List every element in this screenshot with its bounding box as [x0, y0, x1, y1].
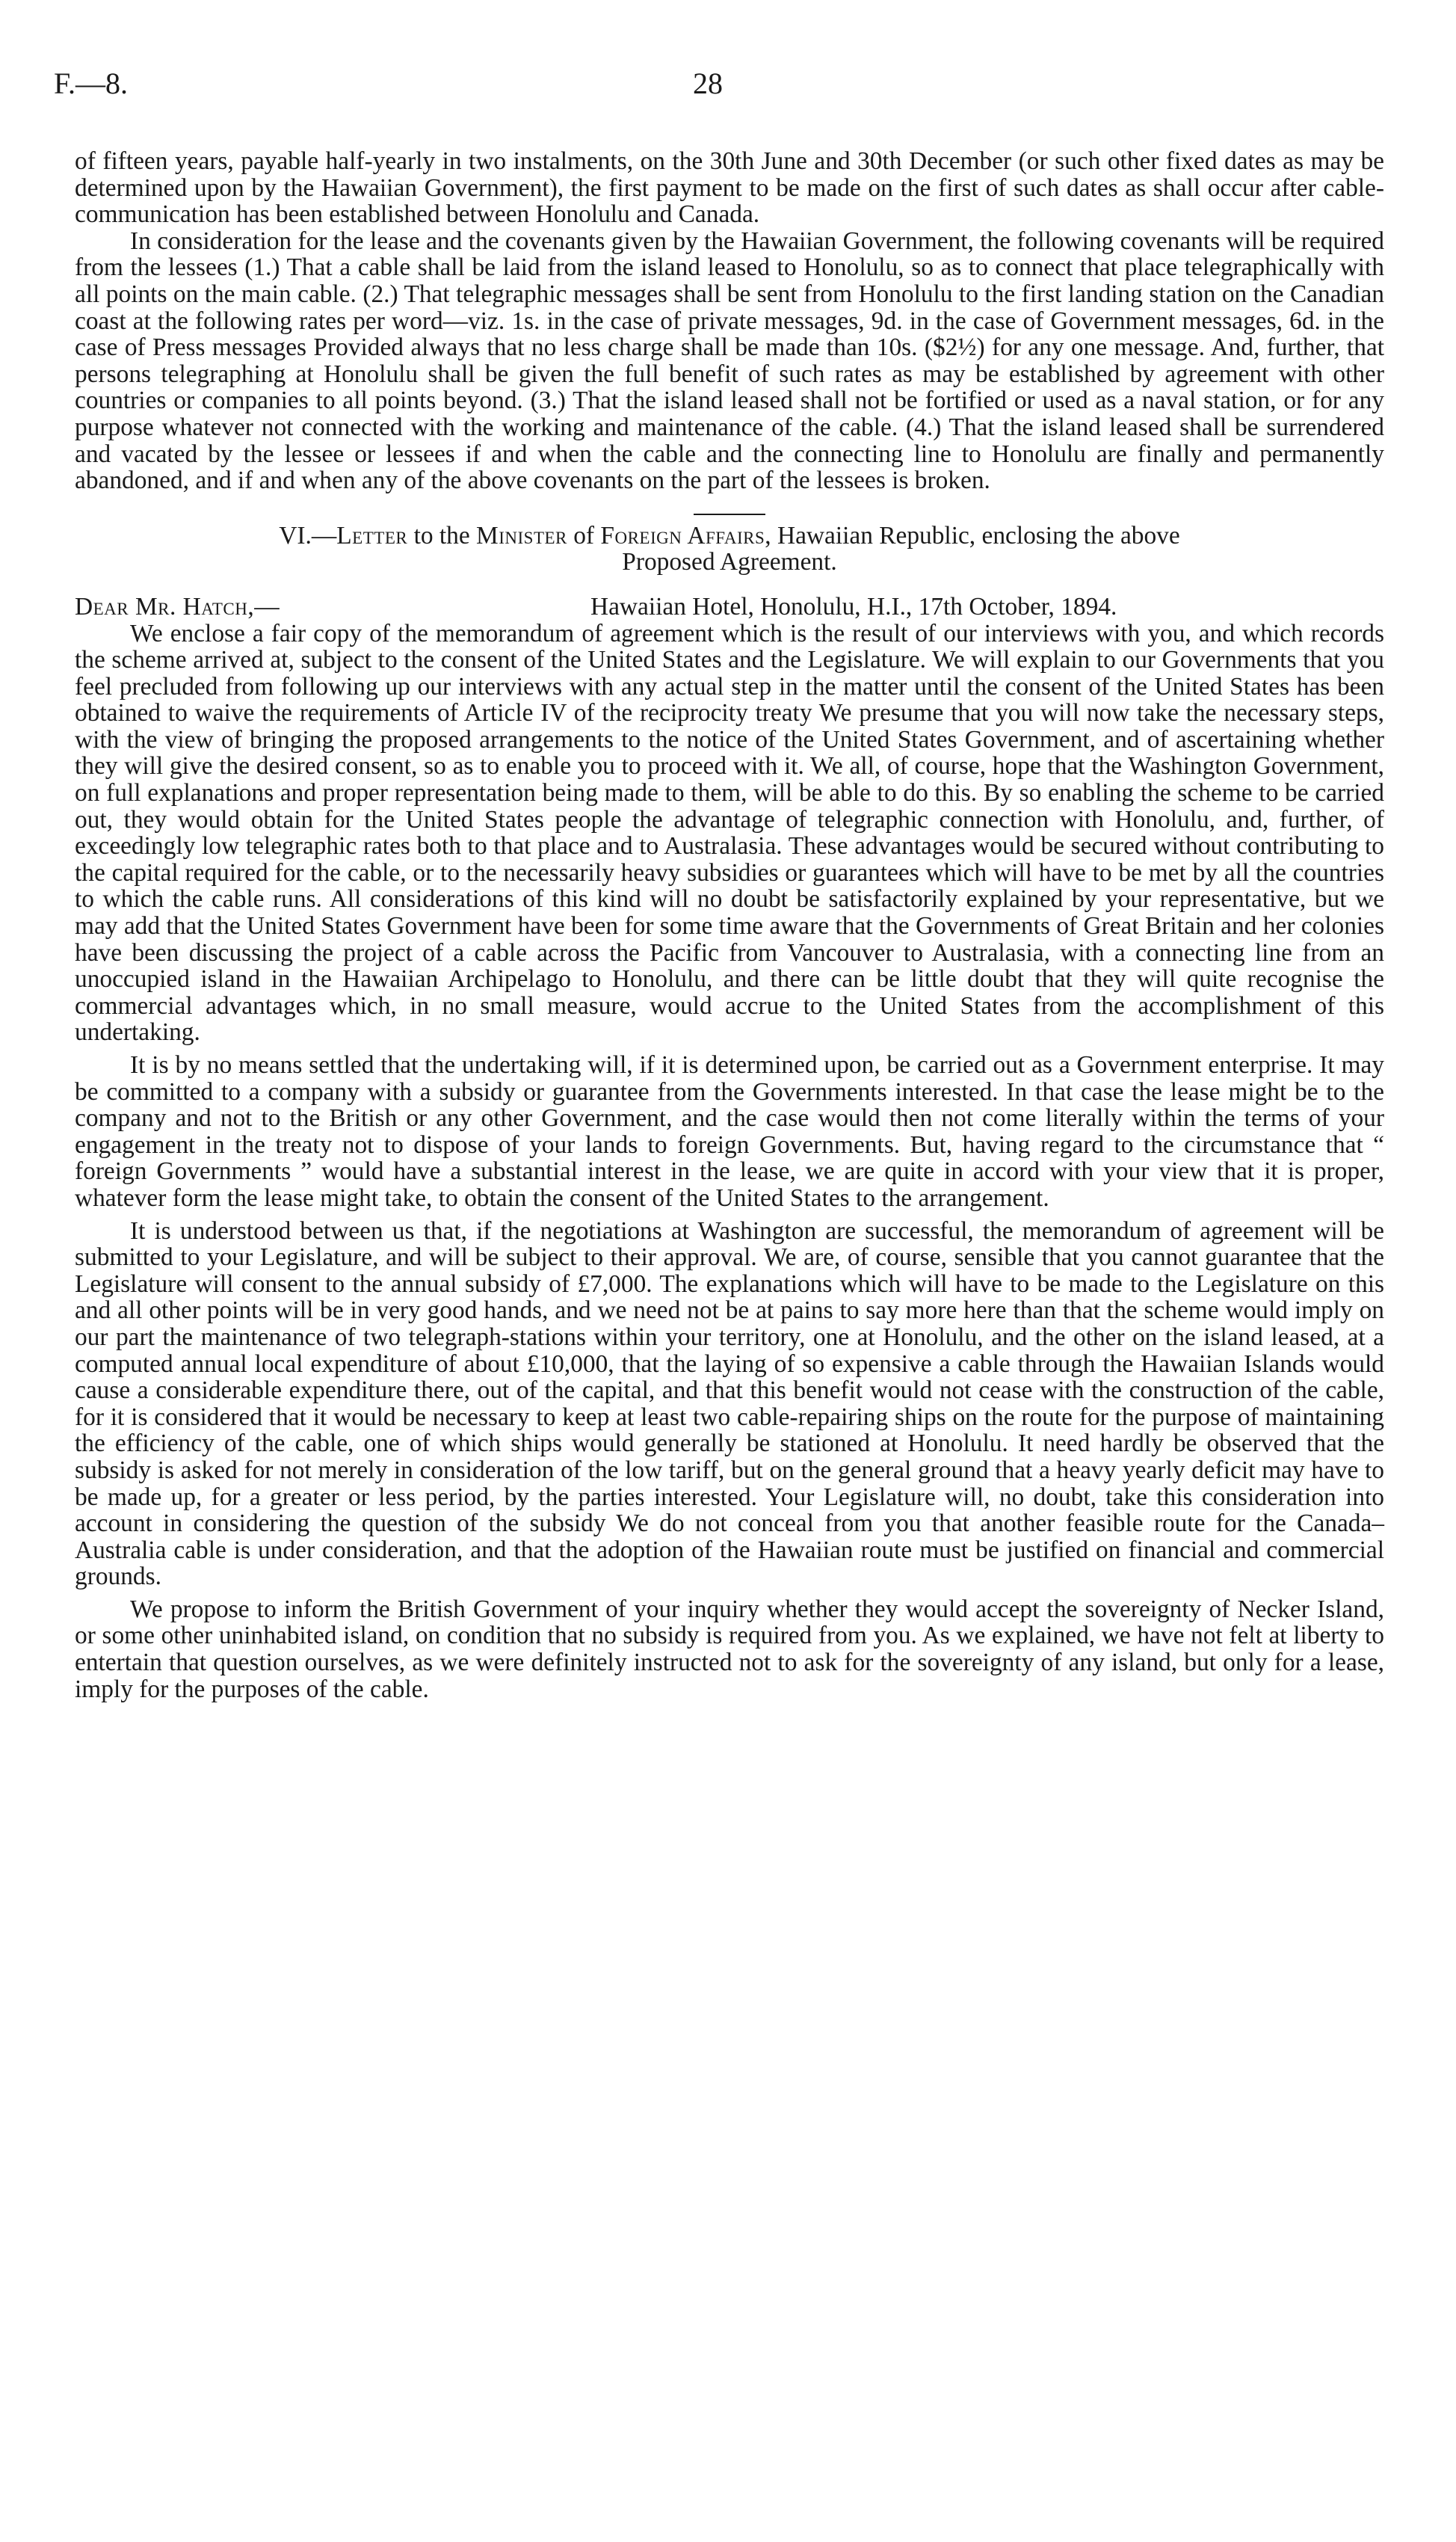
body-text — [75, 148, 1384, 1702]
document-reference: F.—8. — [54, 67, 129, 100]
letter-dateline — [75, 594, 1384, 621]
paragraph-enterprise: It is by no means settled that the undertaking will, if it is determined upon, be carried out as a Government enterprise. It may be committed to a company with a subsidy or guarantee from the Governments interested. In that case the lease might be to the company and not to the British or any other Government, and the case would then not come literally within the terms of your engagement in the treaty not to dispose of your lands to foreign Governments. But, having regard to the circumstance that “ foreign Governments ” would have a substantial interest in the lease, we are quite in accord with your view that it is proper, whatever form the lease might take, to obtain the consent of the United States to the arrangement. — [75, 1051, 1384, 1212]
paragraph-sovereignty: We propose to inform the British Government of your inquiry whether they would accept the sovereignty of Necker Island, or some other uninhabited island, on condition that no subsidy is required from you. As we explained, we have not felt at liberty to entertain that question ourselves, as we were definitely instructed not to ask for the sovereignty of any island, but only for a lease, imply for the purposes of the cable. — [75, 1595, 1384, 1703]
paragraph-legislature: It is understood between us that, if the negotiations at Washington are successful, the memorandum of agreement will be submitted to your Legislature, and will be subject to their approval. We are, of course, sensible that you cannot guarantee that the Legislature will consent to the annual subsidy of £7,000. The explanations which will have to be made to the Legislature on this and all other points will be in very good hands, and we need not be at pains to say more here than that the scheme would imply on our part the maintenance of two telegraph-stations within your territory, one at Honolulu, and the other on the island leased, at a computed annual local expenditure of about £10,000, that the laying of so expensive a cable through the Hawaiian Islands would cause a considerable expenditure there, out of the capital, and that this benefit would not cease with the construction of the cable, for it is considered that it would be necessary to keep at least two cable-repairing ships on the route for the purpose of maintaining the efficiency of the cable, one of which ships would generally be stationed at Honolulu. It need hardly be observed that the subsidy is asked for not merely in consideration of the low tariff, but on the general ground that a heavy yearly deficit may have to be made up, for a greater or less period, by the parties interested. Your Legislature will, no doubt, take this consideration into account in considering the question of the subsidy We do not conceal from you that another feasible route for the Canada–Australia cable is under consideration, and that the adoption of the Hawaiian route must be justified on financial and commercial grounds. — [75, 1216, 1384, 1591]
letter-salutation: Dear Mr. Hatch,— — [75, 592, 280, 621]
section-heading: VI.—Letter to the Minister of Foreign Affairs, Hawaiian Republic, enclosing the above — [279, 521, 1180, 550]
letter-place-date: Hawaiian Hotel, Honolulu, H.I., 17th October, 1894. — [590, 592, 1117, 621]
page-number: 28 — [693, 67, 723, 100]
paragraph-enclosure: We enclose a fair copy of the memorandum of agreement which is the result of our interviews with you, and which records the scheme arrived at, subject to the consent of the United States and the Legislature. We will explain to our Governments that you feel precluded from following up our interviews with any actual step in the matter until the consent of the United States has been obtained to waive the requirements of Article IV of the reciprocity treaty We presume that you will now take the necessary steps, with the view of bringing the proposed arrangements to the notice of the United States Government, and of ascertaining whether they will give the desired consent, so as to enable you to proceed with it. We all, of course, hope that the Washington Government, on full explanations and proper representation being made to them, will be able to do this. By so enabling the scheme to be carried out, they would obtain for the United States people the advantage of telegraphic connection with Honolulu, and, further, of exceedingly low telegraphic rates both to that place and to Australasia. These advantages would be secured without contributing to the capital required for the cable, or to the necessarily heavy subsidies or guarantees which will have to be met by all the countries to which the cable runs. All considerations of this kind will no doubt be satisfactorily explained by your representative, but we may add that the United States Government have been for some time aware that the Governments of Great Britain and her colonies have been discussing the project of a cable across the Pacific from Vancouver to Australasia, with a connecting line from an unoccupied island in the Hawaiian Archipelago to Honolulu, and there can be little doubt that they will quite recognise the commercial advantages which, in no small measure, would accrue to the United States from the accomplishment of this undertaking. — [75, 619, 1384, 1047]
paragraph-covenants: In consideration for the lease and the covenants given by the Hawaiian Government, the following covenants will be required from the lessees (1.) That a cable shall be laid from the island leased to Honolulu, so as to connect that place telegraphically with all points on the main cable. (2.) That telegraphic messages shall be sent from Honolulu to the first landing station on the Canadian coast at the following rates per word—viz. 1s. in the case of private messages, 9d. in the case of Government messages, 6d. in the case of Press messages Provided always that no less charge shall be made than 10s. ($2½) for any one message. And, further, that persons telegraphing at Honolulu shall be given the full benefit of such rates as may be established by agreement with other countries or companies to all points beyond. (3.) That the island leased shall not be fortified or used as a naval station, or for any purpose whatever not connected with the working and maintenance of the cable. (4.) That the island leased shall be surrendered and vacated by the lessee or lessees if and when the cable and the connecting line to Honolulu are finally and permanently abandoned, and if and when any of the above covenants on the part of the lessees is broken. — [75, 227, 1384, 495]
page-header — [54, 66, 1399, 111]
section-heading-line2: Proposed Agreement. — [622, 548, 837, 576]
section-divider — [694, 514, 765, 515]
paragraph-lease-terms: of fifteen years, payable half-yearly in two instalments, on the 30th June and 30th December (or such other fixed dates as may be determined upon by the Hawaiian Government), the first payment to be made on the first of such dates as shall occur after cable-communication has been established between Honolulu and Canada. — [75, 147, 1384, 229]
